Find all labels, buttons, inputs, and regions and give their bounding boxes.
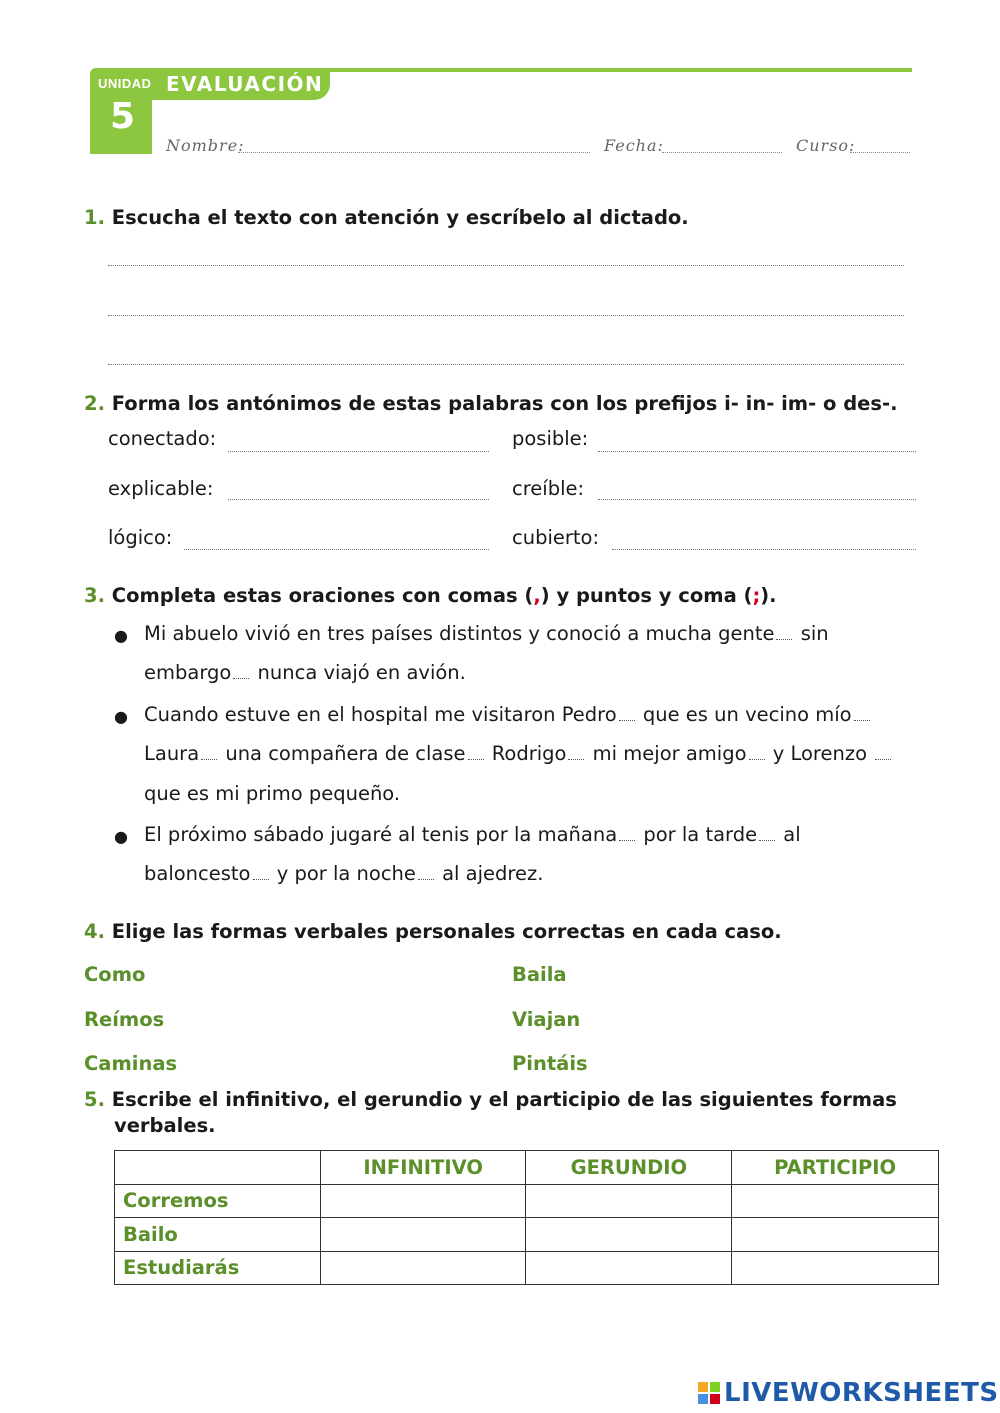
- sentence-fragment: que es un vecino mío: [642, 703, 852, 726]
- word-label: conectado:: [108, 427, 217, 450]
- question-number: 2.: [84, 392, 105, 415]
- antonym-answer-field[interactable]: [228, 451, 489, 452]
- punctuation-gap[interactable]: [253, 864, 269, 880]
- sentence-fragment: baloncesto: [144, 862, 251, 885]
- punctuation-gap[interactable]: [619, 825, 635, 841]
- sentence-fragment: al ajedrez.: [442, 862, 544, 885]
- punctuation-gap[interactable]: [201, 744, 217, 760]
- sentence-line: [144, 661, 466, 684]
- comma-symbol: ,: [533, 584, 541, 607]
- sentence-fragment: Cuando estuve en el hospital me visitaron Pedro: [144, 703, 617, 726]
- question-text: Escribe el infinitivo, el gerundio y el participio de las siguientes formas: [111, 1088, 897, 1111]
- dictation-line-3[interactable]: [108, 364, 904, 365]
- sentence-fragment: Rodrigo: [491, 742, 567, 765]
- question-2: [84, 392, 898, 415]
- sentence-line: [144, 782, 400, 805]
- question-text: Escucha el texto con atención y escríbelo al dictado.: [111, 206, 689, 229]
- punctuation-gap[interactable]: [619, 705, 635, 721]
- table-corner-cell: [115, 1151, 321, 1185]
- punctuation-gap[interactable]: [776, 624, 792, 640]
- sentence-fragment: embargo: [144, 661, 232, 684]
- antonym-answer-field[interactable]: [612, 549, 916, 550]
- answer-cell[interactable]: [320, 1184, 526, 1218]
- question-number: 1.: [84, 206, 105, 229]
- column-header: PARTICIPIO: [732, 1151, 939, 1185]
- question-text-part: Completa estas oraciones con comas (: [111, 584, 534, 607]
- answer-cell[interactable]: [732, 1184, 939, 1218]
- date-label: Fecha:: [604, 136, 664, 155]
- word-label: creíble:: [512, 477, 585, 500]
- semicolon-symbol: ;: [752, 584, 761, 607]
- sentence-fragment: Laura: [144, 742, 200, 765]
- answer-cell[interactable]: [732, 1251, 939, 1285]
- word-label: posible:: [512, 427, 589, 450]
- question-5: [84, 1088, 897, 1111]
- sentence-line: [144, 823, 801, 846]
- punctuation-gap[interactable]: [875, 744, 891, 760]
- worksheet-header: [88, 66, 912, 158]
- column-header: GERUNDIO: [526, 1151, 732, 1185]
- dictation-line-2[interactable]: [108, 315, 904, 316]
- table-row: [115, 1184, 939, 1218]
- verb-option[interactable]: Caminas: [84, 1052, 178, 1075]
- sentence-fragment: y Lorenzo: [772, 742, 868, 765]
- logo-text: LIVEWORKSHEETS: [724, 1378, 999, 1408]
- column-header: INFINITIVO: [320, 1151, 526, 1185]
- header-rule: [328, 68, 912, 72]
- sentence-fragment: nunca viajó en avión.: [257, 661, 466, 684]
- antonym-answer-field[interactable]: [598, 451, 916, 452]
- sentence-fragment: sin: [800, 622, 829, 645]
- question-5-continued: [114, 1114, 216, 1137]
- sentence-line: [144, 703, 872, 726]
- question-text: verbales.: [114, 1114, 216, 1137]
- answer-cell[interactable]: [732, 1218, 939, 1252]
- unit-badge: [90, 68, 152, 154]
- question-number: 4.: [84, 920, 105, 943]
- unit-label: UNIDAD: [98, 76, 152, 91]
- logo-icon: [698, 1382, 722, 1406]
- word-label: explicable:: [108, 477, 214, 500]
- question-text-part: ).: [760, 584, 777, 607]
- antonym-answer-field[interactable]: [598, 499, 916, 500]
- punctuation-gap[interactable]: [233, 663, 249, 679]
- sentence-fragment: al: [783, 823, 801, 846]
- bullet-icon: ●: [114, 626, 128, 645]
- sentence-fragment: Mi abuelo vivió en tres países distintos y conoció a mucha gente: [144, 622, 775, 645]
- verb-option[interactable]: Como: [84, 963, 146, 986]
- punctuation-gap[interactable]: [854, 705, 870, 721]
- punctuation-gap[interactable]: [759, 825, 775, 841]
- question-number: 3.: [84, 584, 105, 607]
- sentence-line: [144, 742, 893, 765]
- antonym-answer-field[interactable]: [184, 549, 489, 550]
- question-number: 5.: [84, 1088, 105, 1111]
- row-header: Estudiarás: [115, 1251, 321, 1285]
- verb-option[interactable]: Reímos: [84, 1008, 165, 1031]
- answer-cell[interactable]: [526, 1218, 732, 1252]
- sentence-fragment: y por la noche: [276, 862, 416, 885]
- bullet-icon: ●: [114, 707, 128, 726]
- sentence-fragment: que es mi primo pequeño.: [144, 782, 401, 805]
- answer-cell[interactable]: [526, 1184, 732, 1218]
- date-field[interactable]: [662, 152, 782, 153]
- sentence-fragment: El próximo sábado jugaré al tenis por la mañana: [144, 823, 618, 846]
- punctuation-gap[interactable]: [568, 744, 584, 760]
- sentence-fragment: mi mejor amigo: [592, 742, 747, 765]
- question-text: Forma los antónimos de estas palabras con los prefijos i- in- im- o des-.: [111, 392, 898, 415]
- question-text-part: ) y puntos y coma (: [540, 584, 753, 607]
- word-label: lógico:: [108, 526, 173, 549]
- antonym-answer-field[interactable]: [228, 499, 489, 500]
- answer-cell[interactable]: [320, 1218, 526, 1252]
- evaluation-banner: [152, 68, 330, 100]
- row-header: Bailo: [115, 1218, 321, 1252]
- sentence-line: [144, 622, 829, 645]
- punctuation-gap[interactable]: [418, 864, 434, 880]
- unit-number: 5: [110, 96, 136, 137]
- sentence-fragment: una compañera de clase: [225, 742, 466, 765]
- table-row: [115, 1251, 939, 1285]
- row-header: Corremos: [115, 1184, 321, 1218]
- course-field[interactable]: [850, 152, 910, 153]
- question-3: [84, 584, 777, 607]
- table-row: [115, 1218, 939, 1252]
- question-1: [84, 206, 689, 229]
- name-label: Nombre:: [166, 136, 245, 155]
- verb-option[interactable]: Pintáis: [512, 1052, 588, 1075]
- sentence-line: [144, 862, 543, 885]
- answer-cell[interactable]: [320, 1251, 526, 1285]
- punctuation-gap[interactable]: [749, 744, 765, 760]
- liveworksheets-logo[interactable]: [698, 1378, 999, 1408]
- course-label: Curso:: [796, 136, 856, 155]
- answer-cell[interactable]: [526, 1251, 732, 1285]
- word-label: cubierto:: [512, 526, 600, 549]
- dictation-line-1[interactable]: [108, 265, 904, 266]
- verb-forms-table: [114, 1150, 939, 1285]
- punctuation-gap[interactable]: [468, 744, 484, 760]
- question-text: Elige las formas verbales personales correctas en cada caso.: [111, 920, 782, 943]
- table-header-row: [115, 1151, 939, 1185]
- question-4: [84, 920, 782, 943]
- verb-option[interactable]: Viajan: [512, 1008, 581, 1031]
- sentence-fragment: por la tarde: [643, 823, 758, 846]
- verb-option[interactable]: Baila: [512, 963, 567, 986]
- bullet-icon: ●: [114, 827, 128, 846]
- name-field[interactable]: [238, 152, 590, 153]
- evaluation-title: EVALUACIÓN: [166, 72, 324, 96]
